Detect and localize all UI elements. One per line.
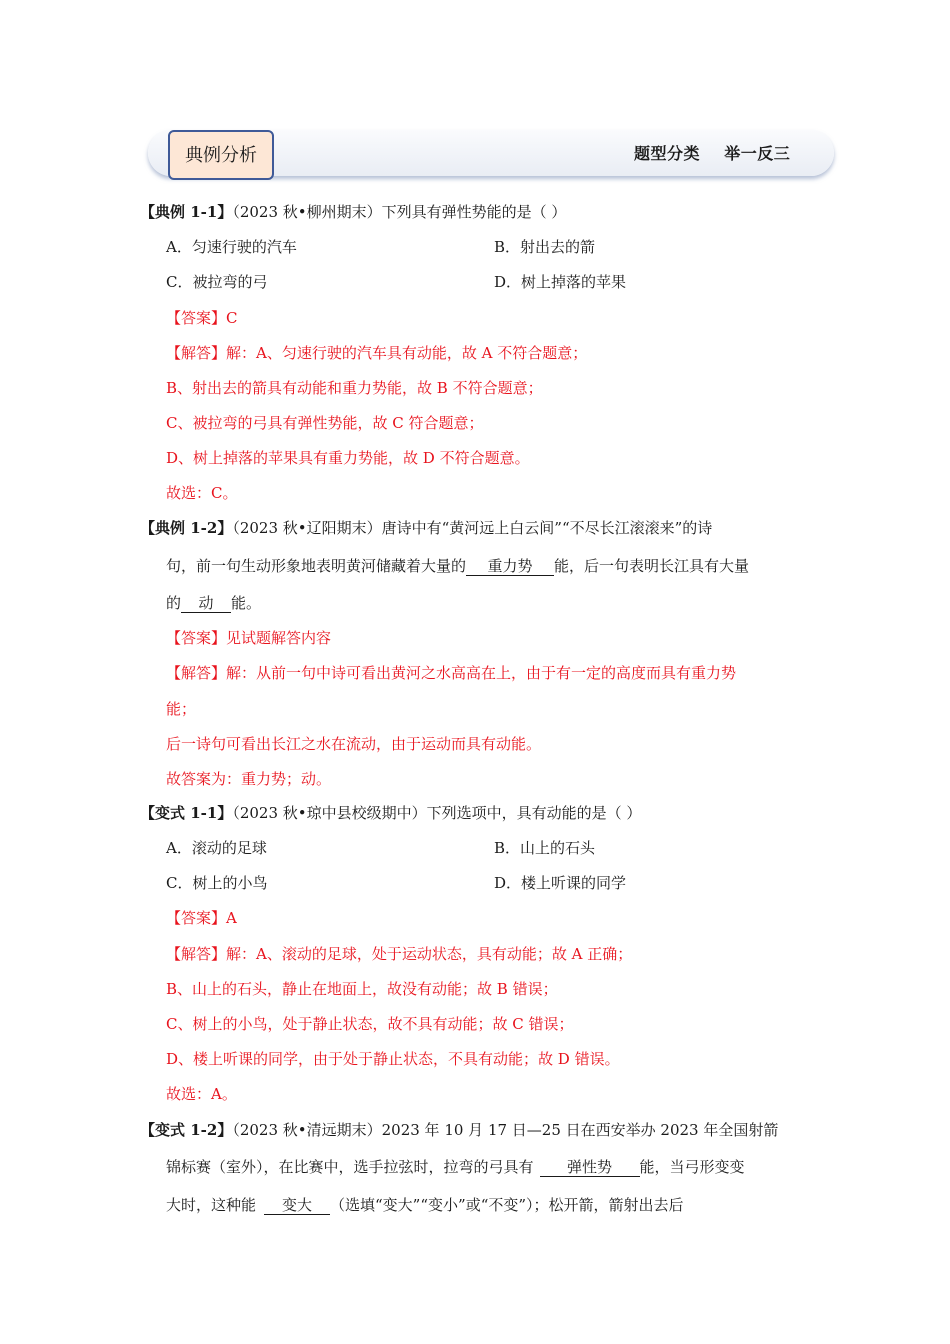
q3-stem-text: （2023 秋•琼中县校级期中）下列选项中，具有动能的是（ ） [232,804,642,822]
q3-answer-tag: 【答案】 [166,909,227,927]
q4-stem-text-3b: （选填“变大”“变小”或“不变”）；松开箭，箭射出去后 [330,1196,684,1214]
q1-stem [140,202,566,222]
q4-stem-line-1 [140,1120,778,1140]
q2-stem-text-3a: 的 [166,594,182,612]
q4-stem-line-2 [166,1157,745,1177]
q2-stem-line-1 [140,518,712,538]
q2-analysis-line-1 [166,663,736,683]
q3-answer-value: A [226,909,237,927]
q2-analysis-text-1: 解：从前一句中诗可看出黄河之水高高在上，由于有一定的高度而具有重力势 [226,664,737,682]
q3-option-c: C．树上的小鸟 [166,874,268,892]
q2-answer-value: 见试题解答内容 [226,629,332,647]
q4-stem-text-3a: 大时，这种能 [166,1196,257,1214]
q2-stem-text-2a: 句，前一句生动形象地表明黄河储藏着大量的 [166,557,467,575]
q2-stem-text-1: （2023 秋•辽阳期末）唐诗中有“黄河远上白云间”“不尽长江滚滚来”的诗 [232,519,713,537]
q4-stem-text-2b: 能，当弓形变变 [639,1158,745,1176]
q1-answer-value: C [226,309,238,327]
q1-analysis-text-1: 解：A、匀速行驶的汽车具有动能，故 A 不符合题意； [226,344,588,362]
q3-analysis-line-4: D、楼上听课的同学，由于处于静止状态，不具有动能；故 D 错误。 [166,1050,620,1068]
q1-tag: 【典例 1-1】 [140,203,233,221]
q3-option-a: A．滚动的足球 [166,839,267,857]
q4-stem-text-2a: 锦标赛（室外），在比赛中，选手拉弦时，拉弯的弓具有 [166,1158,534,1176]
q1-answer [166,308,238,328]
q3-tag: 【变式 1-1】 [140,804,233,822]
q1-choose: 故选：C。 [166,484,238,502]
q3-analysis-line-1 [166,944,632,964]
q4-tag: 【变式 1-2】 [140,1121,233,1139]
q1-analysis-line-4: D、树上掉落的苹果具有重力势能，故 D 不符合题意。 [166,449,530,467]
q3-answer [166,908,237,928]
q2-stem-text-2b: 能，后一句表明长江具有大量 [554,557,750,575]
q4-stem-line-3 [166,1195,684,1215]
q2-stem-line-3 [166,593,261,613]
q1-option-a: A．匀速行驶的汽车 [166,238,297,256]
q1-answer-tag: 【答案】 [166,309,227,327]
q3-analysis-text-1: 解：A、滚动的足球，处于运动状态，具有动能；故 A 正确； [226,945,633,963]
q3-analysis-tag: 【解答】 [166,945,227,963]
q4-blank-2: 变大 [264,1196,330,1215]
q2-answer [166,628,331,648]
q2-analysis-tag: 【解答】 [166,664,227,682]
q3-analysis-line-2: B、山上的石头，静止在地面上，故没有动能；故 B 错误； [166,980,558,998]
section-tab-label: 典例分析 [168,130,274,180]
q2-analysis-line-2: 能； [166,700,197,718]
q3-choose: 故选：A。 [166,1085,237,1103]
q2-blank-2: 动 [181,594,231,613]
q4-stem-text-1: （2023 秋•清远期末）2023 年 10 月 17 日—25 日在西安举办 2023 年全国射箭 [232,1121,779,1139]
q1-analysis-line-2: B、射出去的箭具有动能和重力势能，故 B 不符合题意； [166,379,543,397]
q1-option-b: B．射出去的箭 [494,238,596,256]
q2-final-answer: 故答案为：重力势；动。 [166,770,332,788]
q2-stem-line-2 [166,556,749,576]
q3-stem [140,803,641,823]
q2-blank-1: 重力势 [466,557,554,576]
q1-stem-text: （2023 秋•柳州期末）下列具有弹性势能的是（ ） [232,203,567,221]
q3-analysis-line-3: C、树上的小鸟，处于静止状态，故不具有动能；故 C 错误； [166,1015,574,1033]
q4-blank-1: 弹性势 [540,1158,640,1177]
q1-analysis-line-1 [166,343,587,363]
q2-tag: 【典例 1-2】 [140,519,233,537]
q2-answer-tag: 【答案】 [166,629,227,647]
q1-option-d: D．树上掉落的苹果 [494,273,627,291]
q1-analysis-line-3: C、被拉弯的弓具有弹性势能，故 C 符合题意； [166,414,484,432]
q3-option-b: B．山上的石头 [494,839,596,857]
q2-stem-text-3b: 能。 [231,594,262,612]
section-right-title: 题型分类 举一反三 [634,144,791,163]
q1-analysis-tag: 【解答】 [166,344,227,362]
q2-analysis-line-3: 后一诗句可看出长江之水在流动，由于运动而具有动能。 [166,735,542,753]
q3-option-d: D．楼上听课的同学 [494,874,627,892]
q1-option-c: C．被拉弯的弓 [166,273,268,291]
